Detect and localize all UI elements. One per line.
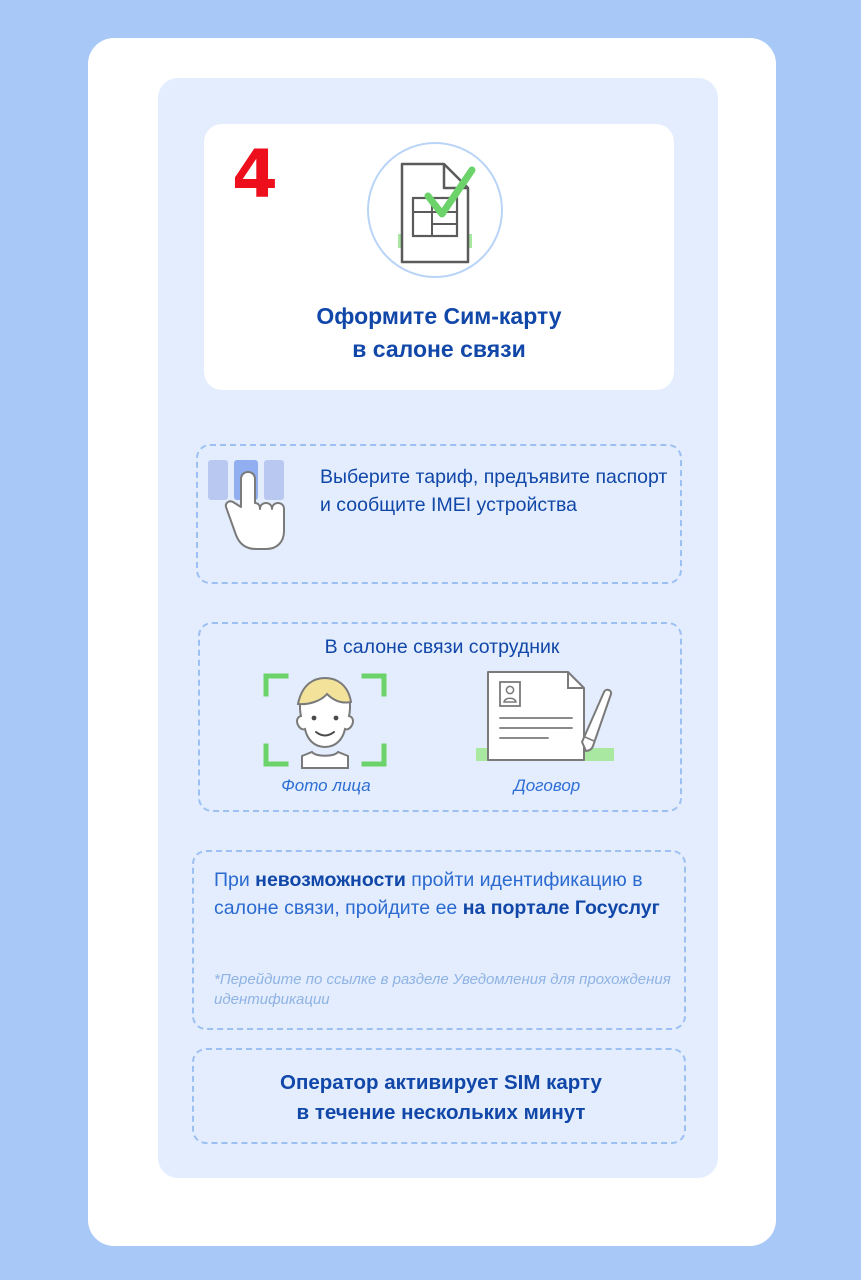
header-title-line2: в салоне связи — [352, 335, 526, 362]
step-block-activation — [192, 1048, 686, 1144]
block-gosuslugi-text — [214, 866, 670, 922]
page-card — [88, 38, 776, 1246]
block-gosuslugi-note: *Перейдите по ссылке в разделе Уведомления для прохождения идентификации — [214, 971, 671, 1009]
step-block-identification — [198, 622, 682, 812]
step-block-gosuslugi — [192, 850, 686, 1030]
step-block-tariff — [196, 444, 682, 584]
caption-face-photo: Фото лица — [281, 776, 371, 795]
gos-text-bold2: на портале Госуслуг — [462, 897, 660, 920]
activation-line1: Оператор активирует SIM карту — [280, 1071, 602, 1094]
sim-card-check-icon — [360, 138, 510, 288]
face-scan-icon — [260, 668, 390, 772]
content-panel — [158, 78, 718, 1178]
pointing-hand-icon — [186, 454, 316, 564]
contract-signing-icon — [470, 666, 620, 774]
header-title-line1: Оформите Сим-карту — [316, 303, 562, 329]
block-activation-text — [194, 1068, 688, 1129]
step-number: 4 — [232, 136, 276, 213]
caption-contract: Договор — [513, 776, 581, 795]
header-card — [204, 124, 674, 390]
page-title — [204, 300, 674, 365]
block-tariff-text: Выберите тариф, предъявите паспорт и сообщите IMEI устройства — [320, 466, 668, 516]
gos-text-part1: При — [214, 869, 256, 891]
gos-text-bold1: невозможности — [255, 869, 406, 891]
gos-text-part2: пройти идентификацию в салоне связи, пройдите ее — [214, 869, 643, 920]
activation-line2: в течение нескольких минут — [296, 1101, 586, 1125]
block-identification-title: В салоне связи сотрудник — [324, 636, 560, 658]
